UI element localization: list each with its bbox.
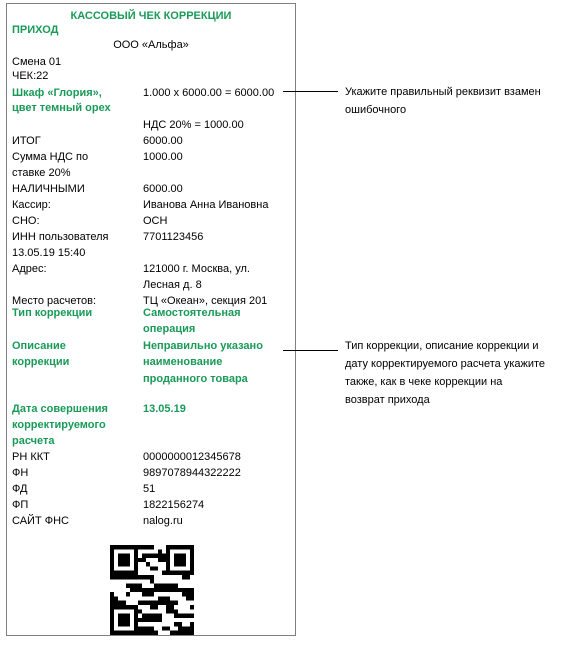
qr-module [110,601,114,605]
qr-module [166,554,170,558]
qr-module [166,626,170,630]
qr-module [158,588,162,592]
qr-module [134,554,138,558]
qr-module [122,614,126,618]
qr-module [170,545,174,549]
qr-module [126,618,130,622]
row-label: СНО: [12,215,40,227]
row-value: 7701123456 [143,231,204,243]
qr-module [130,545,134,549]
qr-module [182,558,186,562]
qr-module [126,614,130,618]
qr-module [118,605,122,609]
qr-module [178,588,182,592]
qr-module [122,618,126,622]
qr-module [122,575,126,579]
corr-desc-value-line3: проданного товара [143,373,248,385]
qr-module [170,605,174,609]
corr-desc-label-line1: Описание [12,340,66,352]
qr-module [110,545,114,549]
qr-module [182,588,186,592]
qr-code-icon [110,545,194,635]
qr-module [182,554,186,558]
corr-desc-value-line1: Неправильно указано [143,340,263,352]
corr-desc-label-line2: коррекции [12,356,70,368]
qr-module [162,558,166,562]
qr-module [138,618,142,622]
qr-module [134,618,138,622]
qr-module [134,575,138,579]
row-value: ТЦ «Океан», секция 201 [143,295,268,307]
qr-module [126,571,130,575]
qr-module [138,575,142,579]
note-2-line1: Тип коррекции, описание коррекции и [345,340,539,352]
qr-module [190,592,194,596]
qr-module [146,601,150,605]
corr-type-value-line1: Самостоятельная [143,307,241,319]
row-label: НАЛИЧНЫМИ [12,183,85,195]
qr-module [162,554,166,558]
qr-module [174,601,178,605]
qr-module [134,622,138,626]
qr-module [142,588,146,592]
note-2-line4: возврат прихода [345,394,430,406]
qr-module [122,601,126,605]
qr-module [190,558,194,562]
qr-module [134,562,138,566]
qr-module [154,601,158,605]
qr-module [170,631,174,635]
qr-module [158,554,162,558]
qr-module [126,584,130,588]
receipt-title: КАССОВЫЙ ЧЕК КОРРЕКЦИИ [70,10,232,22]
qr-module [174,554,178,558]
qr-module [138,601,142,605]
qr-module [126,575,130,579]
qr-module [186,596,190,600]
row-value: 0000000012345678 [143,451,241,463]
qr-module [190,549,194,553]
note-1-line1: Укажите правильный реквизит взамен [345,86,541,98]
qr-module [186,614,190,618]
qr-module [150,566,154,570]
qr-module [174,622,178,626]
qr-module [126,558,130,562]
qr-module [134,609,138,613]
qr-module [158,584,162,588]
qr-module [110,609,114,613]
qr-module [122,545,126,549]
qr-module [150,605,154,609]
qr-module [118,545,122,549]
qr-module [154,566,158,570]
qr-module [110,605,114,609]
qr-module [142,618,146,622]
qr-module [166,609,170,613]
qr-module [182,626,186,630]
qr-module [134,588,138,592]
qr-module [190,605,194,609]
qr-module [134,614,138,618]
row-label: РН ККТ [12,451,50,463]
qr-module [122,558,126,562]
qr-module [142,592,146,596]
qr-module [182,614,186,618]
qr-module [110,614,114,618]
qr-module [138,588,142,592]
qr-module [134,631,138,635]
qr-module [190,571,194,575]
qr-module [138,584,142,588]
qr-module [134,626,138,630]
qr-module [110,554,114,558]
qr-module [126,605,130,609]
row-value: nalog.ru [143,515,183,527]
qr-module [118,558,122,562]
row-label: Адрес: [12,263,47,275]
qr-module [118,614,122,618]
row-value: 1000.00 [143,151,183,163]
corr-date-value: 13.05.19 [143,403,186,415]
row-label: ФН [12,467,29,479]
qr-module [118,601,122,605]
qr-module [150,592,154,596]
note-2-line3: также, как в чеке коррекции на [345,376,503,388]
qr-module [118,554,122,558]
row-label: Сумма НДС по [12,151,89,163]
qr-module [186,592,190,596]
qr-module [118,575,122,579]
qr-module [130,584,134,588]
qr-module [170,601,174,605]
qr-module [158,549,162,553]
corr-date-label-line2: корректируемого [12,419,106,431]
qr-module [170,571,174,575]
qr-module [154,631,158,635]
qr-module [174,571,178,575]
qr-module [154,605,158,609]
corr-type-value-line2: операция [143,323,196,335]
qr-module [134,566,138,570]
receipt-type: ПРИХОД [12,24,59,36]
corr-desc-value-line2: наименование [143,356,223,368]
qr-module [134,558,138,562]
qr-module [154,618,158,622]
qr-module [150,575,154,579]
qr-module [142,626,146,630]
qr-module [126,592,130,596]
qr-module [154,584,158,588]
qr-module [134,549,138,553]
qr-module [114,601,118,605]
qr-module [126,631,130,635]
qr-module [110,566,114,570]
row-label: ИТОГ [12,135,41,147]
qr-module [138,609,142,613]
qr-module [186,631,190,635]
qr-module [170,588,174,592]
qr-module [146,618,150,622]
qr-module [158,614,162,618]
qr-module [190,622,194,626]
qr-module [146,592,150,596]
qr-module [150,545,154,549]
row-value: Лесная д. 8 [143,279,202,291]
qr-module [110,562,114,566]
qr-module [118,631,122,635]
qr-module [110,631,114,635]
note-1-line2: ошибочного [345,104,407,116]
vat-line: НДС 20% = 1000.00 [143,119,244,131]
qr-module [130,571,134,575]
qr-module [154,588,158,592]
note-2-line2: дату корректируемого расчета укажите [345,358,546,370]
qr-module [182,571,186,575]
qr-module [114,571,118,575]
qr-module [138,631,142,635]
qr-module [178,554,182,558]
qr-module [130,588,134,592]
qr-module [146,575,150,579]
qr-module [122,622,126,626]
qr-module [118,571,122,575]
qr-module [178,558,182,562]
qr-module [122,571,126,575]
qr-module [114,545,118,549]
row-value: 6000.00 [143,183,183,195]
row-label: Кассир: [12,199,51,211]
qr-module [150,588,154,592]
qr-module [178,571,182,575]
qr-module [142,545,146,549]
qr-module [150,554,154,558]
row-value: ОСН [143,215,168,227]
qr-module [146,588,150,592]
qr-module [162,596,166,600]
qr-module [182,562,186,566]
qr-module [174,558,178,562]
qr-module [166,549,170,553]
qr-module [158,558,162,562]
qr-module [186,588,190,592]
qr-module [126,622,130,626]
qr-module [110,626,114,630]
qr-module [166,571,170,575]
note-2-pointer [283,350,338,351]
qr-module [118,562,122,566]
qr-module [162,601,166,605]
qr-module [138,545,142,549]
qr-module [162,626,166,630]
shift: Смена 01 [12,56,62,68]
qr-module [150,614,154,618]
qr-module [142,554,146,558]
row-value: 6000.00 [143,135,183,147]
row-label: 13.05.19 15:40 [12,247,86,259]
item-calc: 1.000 x 6000.00 = 6000.00 [143,87,275,99]
row-value: 1822156274 [143,499,205,511]
qr-module [166,596,170,600]
qr-module [190,626,194,630]
row-value: 51 [143,483,156,495]
qr-module [142,575,146,579]
qr-module [162,588,166,592]
row-label: ИНН пользователя [12,231,109,243]
qr-module [130,575,134,579]
qr-module [118,618,122,622]
qr-module [146,545,150,549]
qr-module [130,605,134,609]
qr-module [178,622,182,626]
qr-module [142,558,146,562]
qr-module [174,588,178,592]
row-label: ФП [12,499,29,511]
qr-module [146,562,150,566]
qr-module [142,601,146,605]
qr-module [154,554,158,558]
qr-module [110,571,114,575]
receipt [6,3,296,636]
qr-module [146,631,150,635]
qr-module [134,605,138,609]
qr-module [186,545,190,549]
qr-module [182,575,186,579]
qr-module [190,562,194,566]
qr-module [190,588,194,592]
qr-module [186,575,190,579]
qr-module [150,631,154,635]
qr-module [110,575,114,579]
qr-module [182,545,186,549]
qr-module [190,631,194,635]
qr-module [110,549,114,553]
row-label: САЙТ ФНС [12,515,69,527]
row-label: Место расчетов: [12,295,97,307]
qr-module [150,618,154,622]
qr-module [174,614,178,618]
qr-module [146,614,150,618]
qr-module [110,596,114,600]
qr-module [190,554,194,558]
item-name-line2: цвет темный орех [12,102,111,114]
qr-module [174,562,178,566]
qr-module [110,618,114,622]
row-label: ФД [12,483,28,495]
qr-module [154,614,158,618]
qr-module [146,626,150,630]
qr-module [190,545,194,549]
row-value: 121000 г. Москва, ул. [143,263,250,275]
corr-type-label: Тип коррекции [12,307,93,319]
qr-module [114,575,118,579]
qr-module [126,562,130,566]
qr-module [158,596,162,600]
qr-module [138,626,142,630]
qr-module [186,571,190,575]
qr-module [126,554,130,558]
qr-module [146,554,150,558]
qr-module [110,558,114,562]
qr-module [142,631,146,635]
qr-module [182,592,186,596]
qr-module [122,562,126,566]
qr-module [110,622,114,626]
qr-module [166,545,170,549]
qr-module [166,566,170,570]
qr-module [134,584,138,588]
qr-module [170,584,174,588]
qr-module [162,584,166,588]
qr-module [134,545,138,549]
qr-module [178,545,182,549]
qr-module [110,592,114,596]
qr-module [162,571,166,575]
qr-module [186,626,190,630]
item-name-line1: Шкаф «Глория», [12,87,102,99]
qr-module [158,618,162,622]
qr-module [166,605,170,609]
qr-module [150,626,154,630]
row-value: 9897078944322222 [143,467,241,479]
qr-module [182,631,186,635]
note-1-pointer [283,91,338,92]
check-number: ЧЕК:22 [12,70,49,82]
qr-module [166,562,170,566]
qr-module [134,571,138,575]
qr-module [126,545,130,549]
qr-module [174,545,178,549]
qr-module [122,631,126,635]
qr-module [114,631,118,635]
qr-module [170,609,174,613]
qr-module [114,596,118,600]
qr-module [142,614,146,618]
qr-module [178,626,182,630]
qr-module [150,579,154,583]
corr-date-label-line1: Дата совершения [12,403,108,415]
qr-module [178,562,182,566]
qr-module [178,614,182,618]
qr-module [174,584,178,588]
qr-module [158,601,162,605]
qr-module [174,609,178,613]
qr-module [166,584,170,588]
qr-module [150,601,154,605]
qr-module [190,596,194,600]
qr-module [166,558,170,562]
row-value: Иванова Анна Ивановна [143,199,269,211]
org-name: ООО «Альфа» [113,39,189,51]
qr-module [166,588,170,592]
qr-module [122,554,126,558]
qr-module [114,605,118,609]
qr-module [190,566,194,570]
qr-module [190,614,194,618]
qr-module [130,631,134,635]
corr-date-label-line3: расчета [12,435,55,447]
qr-module [174,631,178,635]
qr-module [122,605,126,609]
qr-module [138,558,142,562]
row-label: ставке 20% [12,167,71,179]
qr-module [166,601,170,605]
qr-module [118,622,122,626]
qr-module [178,631,182,635]
